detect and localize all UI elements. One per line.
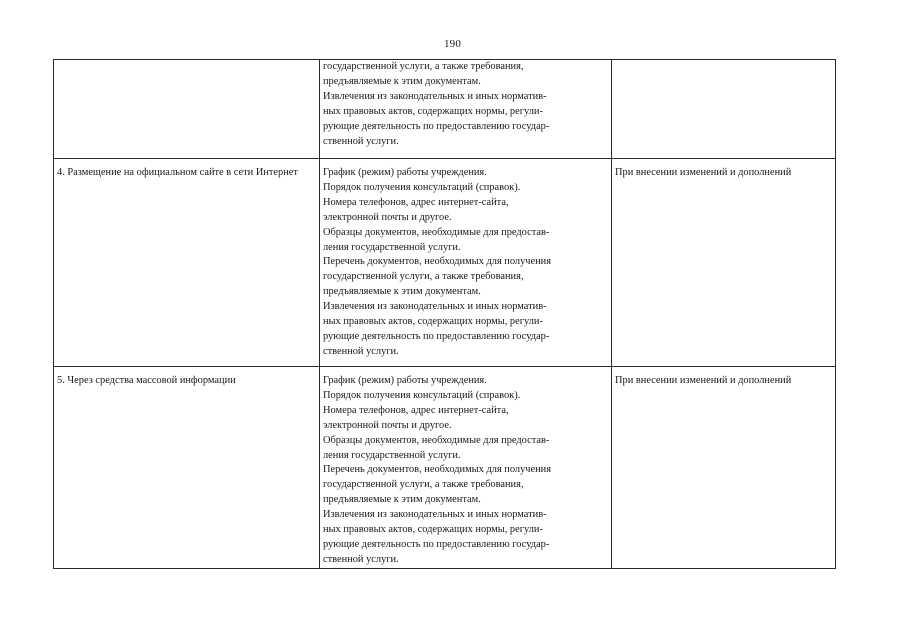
content-line: Перечень документов, необходимых для получения <box>323 256 552 268</box>
table-cell-content <box>320 60 612 159</box>
content-line: электронной почты и другое. <box>323 211 452 223</box>
content-line: Порядок получения консультаций (справок). <box>323 181 521 193</box>
table-cell-method <box>54 367 320 569</box>
method-text: 5. Через средства массовой информации <box>57 375 236 386</box>
content-line: ных правовых актов, содержащих нормы, регули- <box>323 105 543 117</box>
content-line: государственной услуги, а также требования, <box>323 479 524 491</box>
method-text: 4. Размещение на официальном сайте в сети Интернет <box>57 167 298 178</box>
content-line: Перечень документов, необходимых для получения <box>323 464 552 476</box>
page-number: 190 <box>443 38 462 50</box>
content-line: Номера телефонов, адрес интернет-сайта, <box>323 404 509 416</box>
table-cell-update-frequency <box>612 60 836 159</box>
content-line: ления государственной услуги. <box>323 241 461 253</box>
table-row <box>54 367 836 569</box>
content-line: График (режим) работы учреждения. <box>323 375 487 386</box>
content-line: предъявляемые к этим документам. <box>323 75 481 87</box>
table-cell-method <box>54 159 320 367</box>
table-row <box>54 159 836 367</box>
content-line: Извлечения из законодательных и иных норматив- <box>323 509 547 521</box>
table-cell-update-frequency <box>612 367 836 569</box>
content-line: предъявляемые к этим документам. <box>323 286 481 298</box>
content-line: государственной услуги, а также требования, <box>323 61 524 72</box>
content-line: Образцы документов, необходимые для предостав- <box>323 226 550 238</box>
content-line: Извлечения из законодательных и иных норматив- <box>323 301 547 313</box>
table-cell-method <box>54 60 320 159</box>
content-line: Порядок получения консультаций (справок). <box>323 389 521 401</box>
update-frequency-text: При внесении изменений и дополнений <box>615 375 792 386</box>
content-line: ственной услуги. <box>323 345 399 357</box>
content-line: государственной услуги, а также требования, <box>323 271 524 283</box>
document-table <box>53 59 836 569</box>
content-line: предъявляемые к этим документам. <box>323 494 481 506</box>
content-line: Номера телефонов, адрес интернет-сайта, <box>323 196 509 208</box>
content-line: рующие деятельность по предоставлению государ- <box>323 538 550 550</box>
table-cell-content <box>320 159 612 367</box>
content-line: Извлечения из законодательных и иных норматив- <box>323 90 547 102</box>
content-line: ственной услуги. <box>323 135 399 147</box>
table-cell-content <box>320 367 612 569</box>
content-line: рующие деятельность по предоставлению государ- <box>323 330 550 342</box>
content-line: ственной услуги. <box>323 553 399 565</box>
table-cell-update-frequency <box>612 159 836 367</box>
content-line: ных правовых актов, содержащих нормы, регули- <box>323 524 543 536</box>
content-line: электронной почты и другое. <box>323 419 452 431</box>
content-line: Образцы документов, необходимые для предостав- <box>323 434 550 446</box>
content-line: График (режим) работы учреждения. <box>323 167 487 178</box>
update-frequency-text: При внесении изменений и дополнений <box>615 167 792 178</box>
table-row <box>54 60 836 159</box>
content-line: ления государственной услуги. <box>323 449 461 461</box>
content-line: рующие деятельность по предоставлению государ- <box>323 120 550 132</box>
content-line: ных правовых актов, содержащих нормы, регули- <box>323 316 543 328</box>
